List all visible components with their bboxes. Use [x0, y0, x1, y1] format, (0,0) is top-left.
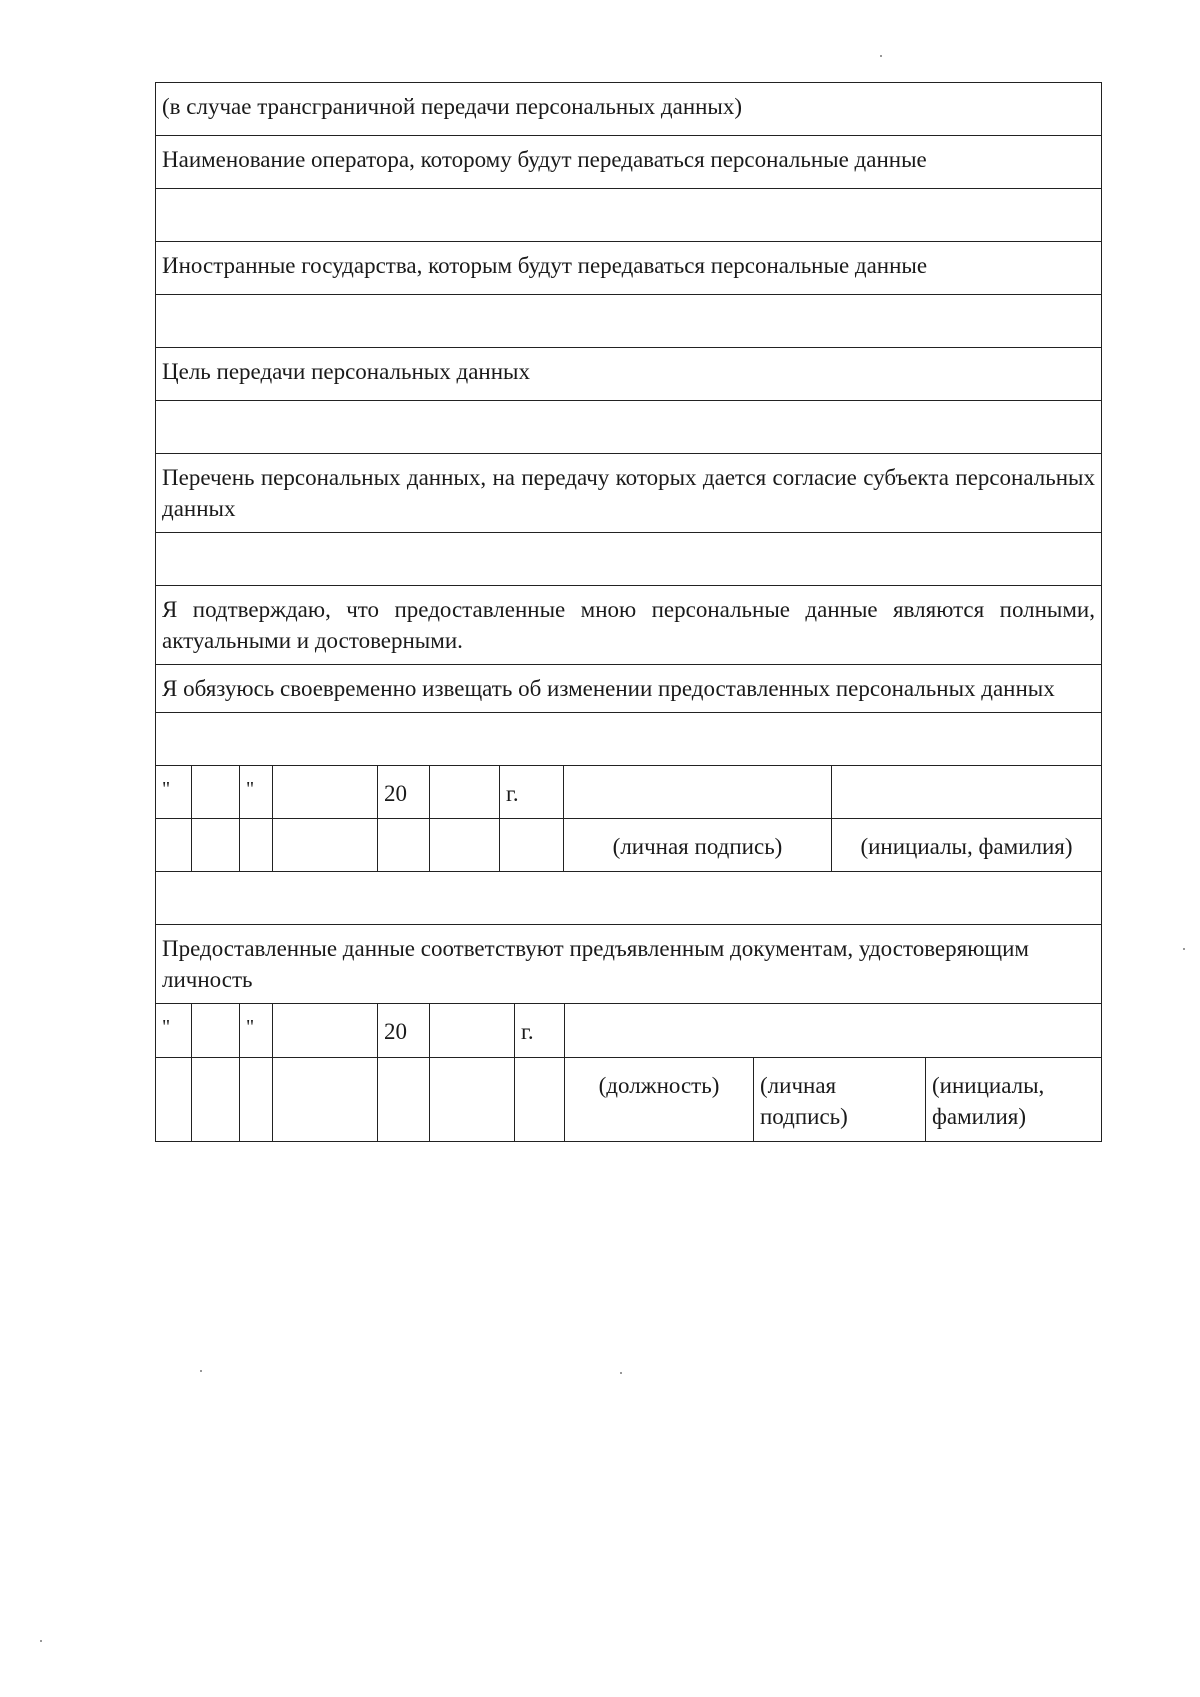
scan-speck	[620, 1372, 622, 1374]
scan-speck	[40, 1640, 42, 1642]
operator-label: Наименование оператора, которому будут передаваться персональные данные	[156, 136, 1101, 189]
official-signature-field[interactable]	[565, 1004, 1101, 1057]
caption-row-2	[156, 1058, 1101, 1142]
open-quote: "	[156, 766, 192, 818]
signature-caption: (личная подпись)	[754, 1058, 926, 1141]
name-field[interactable]	[832, 766, 1101, 818]
name-caption: (инициалы, фамилия)	[932, 1073, 1045, 1129]
spacer-row-2	[156, 872, 1101, 925]
scan-speck	[200, 1370, 202, 1372]
purpose-field[interactable]	[156, 401, 1101, 454]
date-row-1	[156, 766, 1101, 819]
purpose-label: Цель передачи персональных данных	[156, 348, 1101, 401]
countries-field[interactable]	[156, 295, 1101, 348]
countries-label: Иностранные государства, которым будут передаваться персональные данные	[156, 242, 1101, 295]
month-field[interactable]	[273, 766, 378, 818]
close-quote: "	[240, 1004, 273, 1057]
date-row-2	[156, 1004, 1101, 1058]
day-field[interactable]	[192, 766, 240, 818]
scan-speck	[880, 55, 882, 57]
spacer-row	[156, 713, 1101, 766]
signature-field[interactable]	[564, 766, 832, 818]
consent-form-table	[155, 82, 1102, 1142]
caption-row-1	[156, 819, 1101, 872]
year-prefix: 20	[378, 1004, 430, 1057]
data-list-field[interactable]	[156, 533, 1101, 586]
day-field[interactable]	[192, 1004, 240, 1057]
year-field[interactable]	[430, 1004, 515, 1057]
signature-caption: (личная подпись)	[564, 819, 832, 871]
year-field[interactable]	[430, 766, 500, 818]
confirmation-statement: Я подтверждаю, что предоставленные мною персональные данные являются полными, актуальными и достоверными.	[156, 586, 1101, 665]
year-suffix: г.	[515, 1004, 565, 1057]
scan-speck	[1183, 948, 1185, 950]
operator-field[interactable]	[156, 189, 1101, 242]
name-caption: (инициалы, фамилия)	[860, 834, 1073, 859]
year-prefix: 20	[378, 766, 430, 818]
verification-statement: Предоставленные данные соответствуют предъявленным документам, удостоверяющим личность	[156, 925, 1101, 1004]
position-caption: (должность)	[565, 1058, 754, 1141]
close-quote: "	[240, 766, 273, 818]
open-quote: "	[156, 1004, 192, 1057]
cross-border-note: (в случае трансграничной передачи персональных данных)	[156, 83, 1101, 136]
year-suffix: г.	[500, 766, 564, 818]
data-list-label: Перечень персональных данных, на передачу которых дается согласие субъекта персональных данных	[156, 454, 1101, 533]
month-field[interactable]	[273, 1004, 378, 1057]
obligation-statement: Я обязуюсь своевременно извещать об изменении предоставленных персональных данных	[156, 665, 1101, 713]
